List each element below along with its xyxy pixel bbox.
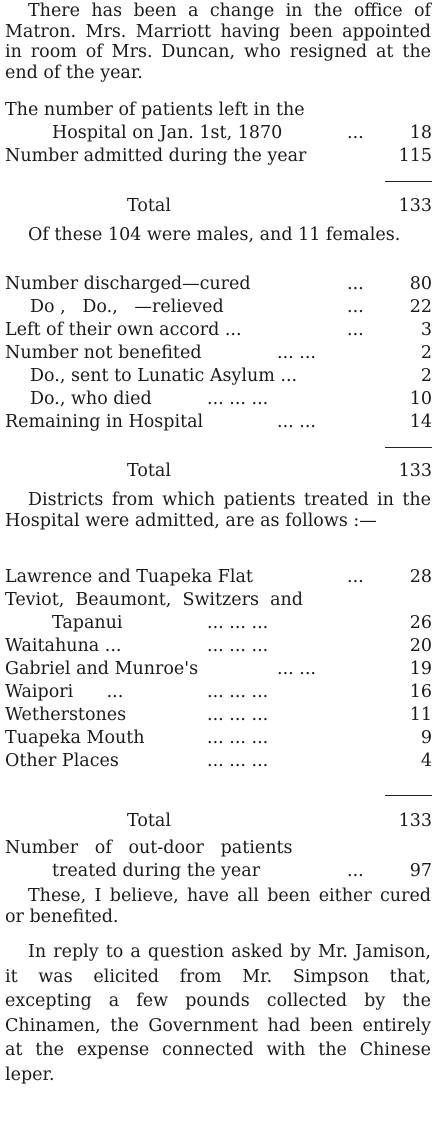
outdoor-note: These, I believe, have all been either cured or benefited. <box>5 886 431 927</box>
outdoor-label: Number of out-door patients <box>5 838 293 858</box>
outcome-value: 2 <box>420 366 432 386</box>
outdoor-row <box>5 860 432 882</box>
district-label: Wetherstones <box>5 705 127 725</box>
district-dots: ... ... ... <box>207 682 269 702</box>
district-row-other-places <box>5 750 432 772</box>
outcome-row-died <box>5 388 432 410</box>
outcome-dots: ... <box>347 274 364 294</box>
total-rule-3 <box>385 795 432 796</box>
district-dots: ... ... <box>277 659 316 679</box>
outcome-dots: ... ... <box>277 412 316 432</box>
outcome-value: 10 <box>409 389 432 409</box>
district-row-waipori <box>5 681 432 703</box>
district-value: 19 <box>409 659 432 679</box>
outcome-label: Number not benefited <box>5 343 202 363</box>
district-label: Lawrence and Tuapeka Flat <box>5 567 253 587</box>
district-value: 28 <box>409 567 432 587</box>
districts-total-label: Total <box>127 811 171 831</box>
outcome-row-remaining <box>5 411 432 433</box>
matron-paragraph: There has been a change in the office of Matron. Mrs. Marriott having been appointed in room of Mrs. Duncan, who resigned at the end of the year. <box>5 1 431 83</box>
district-value: 16 <box>409 682 432 702</box>
district-value: 26 <box>409 613 432 633</box>
district-value: 20 <box>409 636 432 656</box>
closing-paragraph: In reply to a question asked by Mr. Jamison, it was elicited from Mr. Simpson that, excepting a few pounds collected by the Chinamen, the Government had been entirely at the expense connected with the Chinese leper. <box>5 942 431 1085</box>
patients-left-dots: ... <box>347 123 364 143</box>
patients-left-row <box>5 122 432 144</box>
outcome-row-lunatic-asylum <box>5 365 432 387</box>
outcome-label: Do., sent to Lunatic Asylum ... <box>30 366 298 386</box>
outcome-label: Do , Do., —relieved <box>30 297 224 317</box>
patients-left-label: The number of patients left in the <box>5 100 305 120</box>
district-row-waitahuna <box>5 635 432 657</box>
outcome-label: Do., who died <box>30 389 152 409</box>
district-row-lawrence <box>5 566 432 588</box>
admissions-total-label: Total <box>127 196 171 216</box>
district-label: Tuapeka Mouth <box>5 728 145 748</box>
outcome-label: Number discharged—cured <box>5 274 251 294</box>
district-dots: ... ... ... <box>207 728 269 748</box>
total-rule-1 <box>385 181 432 182</box>
total-rule-2 <box>385 447 432 448</box>
district-label: Waipori ... <box>5 682 124 702</box>
outdoor-line1 <box>5 837 432 859</box>
admitted-value: 115 <box>398 146 432 166</box>
outcome-row-discharged <box>5 273 432 295</box>
district-dots: ... ... ... <box>207 751 269 771</box>
patients-left-label-cont: Hospital on Jan. 1st, 1870 <box>52 123 283 143</box>
outcome-value: 2 <box>420 343 432 363</box>
district-row-gabriel <box>5 658 432 680</box>
district-label: Other Places <box>5 751 119 771</box>
district-row-wetherstones <box>5 704 432 726</box>
district-value: 4 <box>420 751 432 771</box>
district-row-teviot-line1 <box>5 589 432 611</box>
outdoor-value: 97 <box>409 861 432 881</box>
district-dots: ... ... ... <box>207 705 269 725</box>
outcome-label: Remaining in Hospital <box>5 412 204 432</box>
outcome-row-relieved <box>5 296 432 318</box>
district-label-cont: Tapanui <box>52 613 123 633</box>
outdoor-label-cont: treated during the year <box>52 861 261 881</box>
outcomes-total-value: 133 <box>398 461 432 481</box>
districts-intro: Districts from which patients treated in the Hospital were admitted, are as follows :— <box>5 490 431 531</box>
outcome-value: 80 <box>409 274 432 294</box>
district-dots: ... ... ... <box>207 613 269 633</box>
district-value: 9 <box>420 728 432 748</box>
admitted-row <box>5 145 432 167</box>
outcomes-total-label: Total <box>127 461 171 481</box>
outcome-value: 22 <box>409 297 432 317</box>
outcome-row-not-benefited <box>5 342 432 364</box>
outcome-value: 14 <box>409 412 432 432</box>
outcome-dots: ... <box>347 297 364 317</box>
outdoor-dots: ... <box>347 861 364 881</box>
admissions-total-value: 133 <box>398 196 432 216</box>
outcome-row-left-own-accord <box>5 319 432 341</box>
district-row-teviot <box>5 612 432 634</box>
outcome-dots: ... ... <box>277 343 316 363</box>
district-row-tuapeka-mouth <box>5 727 432 749</box>
district-value: 11 <box>409 705 432 725</box>
outcome-label: Left of their own accord ... <box>5 320 242 340</box>
districts-total-row <box>5 810 432 832</box>
sex-note: Of these 104 were males, and 11 females. <box>28 225 401 245</box>
outcomes-total-row <box>5 460 432 482</box>
district-label: Teviot, Beaumont, Switzers and <box>5 590 304 610</box>
patients-left-value: 18 <box>409 123 432 143</box>
district-label: Gabriel and Munroe's <box>5 659 199 679</box>
district-label: Waitahuna ... <box>5 636 122 656</box>
outcome-dots: ... <box>347 320 364 340</box>
outcome-dots: ... ... ... <box>207 389 269 409</box>
district-dots: ... <box>347 567 364 587</box>
districts-total-value: 133 <box>398 811 432 831</box>
admissions-total-row <box>5 195 432 217</box>
admitted-label: Number admitted during the year <box>5 146 307 166</box>
patients-left-line1 <box>5 99 432 121</box>
district-dots: ... ... ... <box>207 636 269 656</box>
outcome-value: 3 <box>420 320 432 340</box>
